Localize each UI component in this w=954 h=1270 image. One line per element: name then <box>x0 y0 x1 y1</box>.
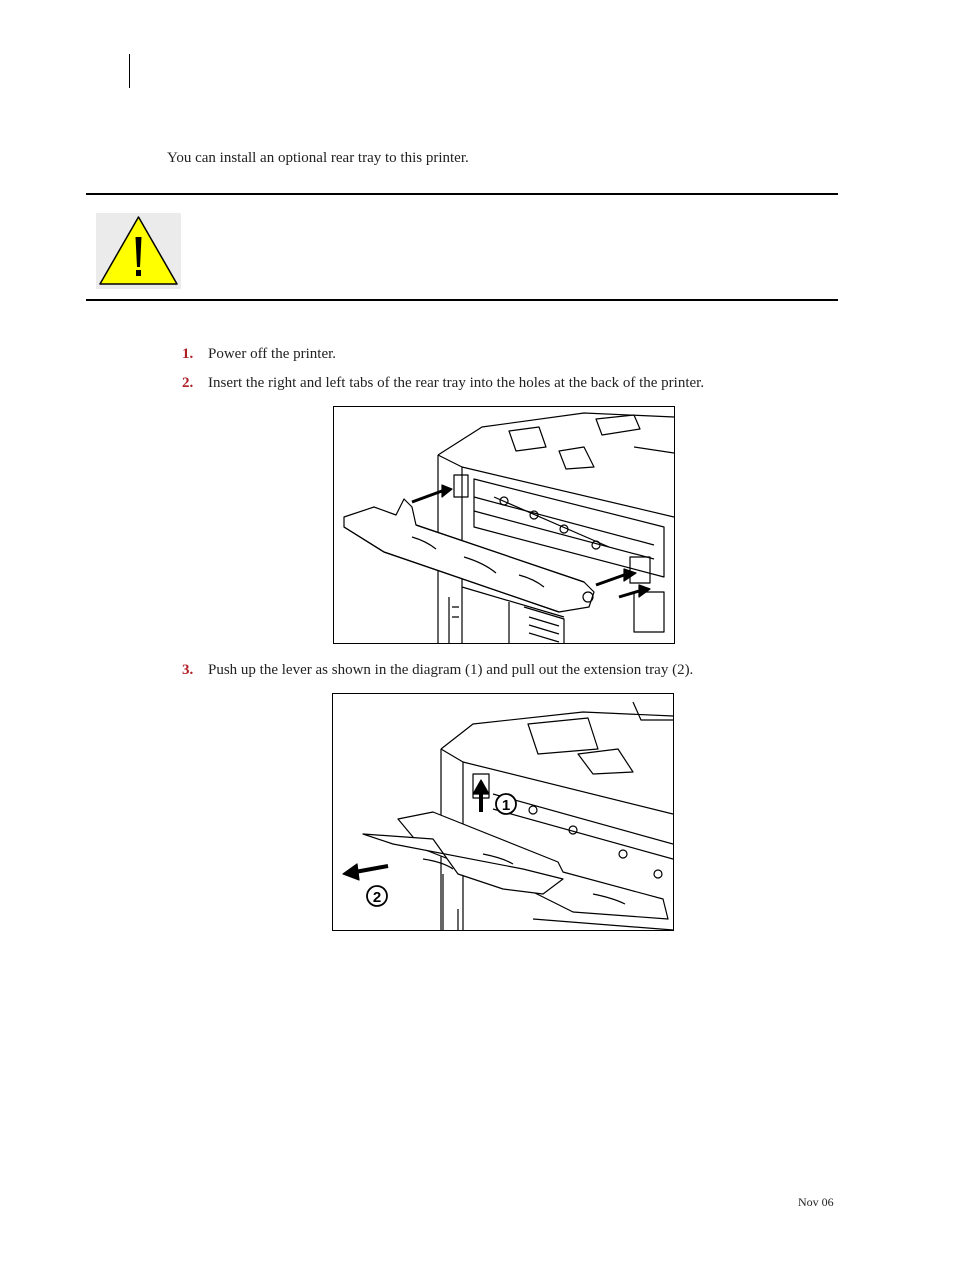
callout-1: 1 <box>501 797 511 814</box>
step-2 <box>182 375 704 392</box>
step-number: 3. <box>182 662 194 678</box>
caution-rule-top <box>86 193 838 195</box>
step-number: 1. <box>182 346 194 362</box>
warning-triangle-icon <box>96 213 181 289</box>
caution-rule-bottom <box>86 299 838 301</box>
footer-date: Nov 06 <box>798 1195 834 1209</box>
margin-rule <box>129 54 130 88</box>
step-text: Power off the printer. <box>208 346 337 362</box>
step-1 <box>182 346 336 363</box>
figure-extension-tray <box>332 693 674 931</box>
step-number: 2. <box>182 375 194 391</box>
intro-text: You can install an optional rear tray to this printer. <box>167 150 469 166</box>
callout-2: 2 <box>372 889 382 906</box>
step-3 <box>182 662 693 679</box>
step-text: Push up the lever as shown in the diagram (1) and pull out the extension tray (2). <box>208 662 694 678</box>
step-text: Insert the right and left tabs of the rear tray into the holes at the back of the printer. <box>208 375 705 391</box>
figure-insert-rear-tray <box>333 406 675 644</box>
